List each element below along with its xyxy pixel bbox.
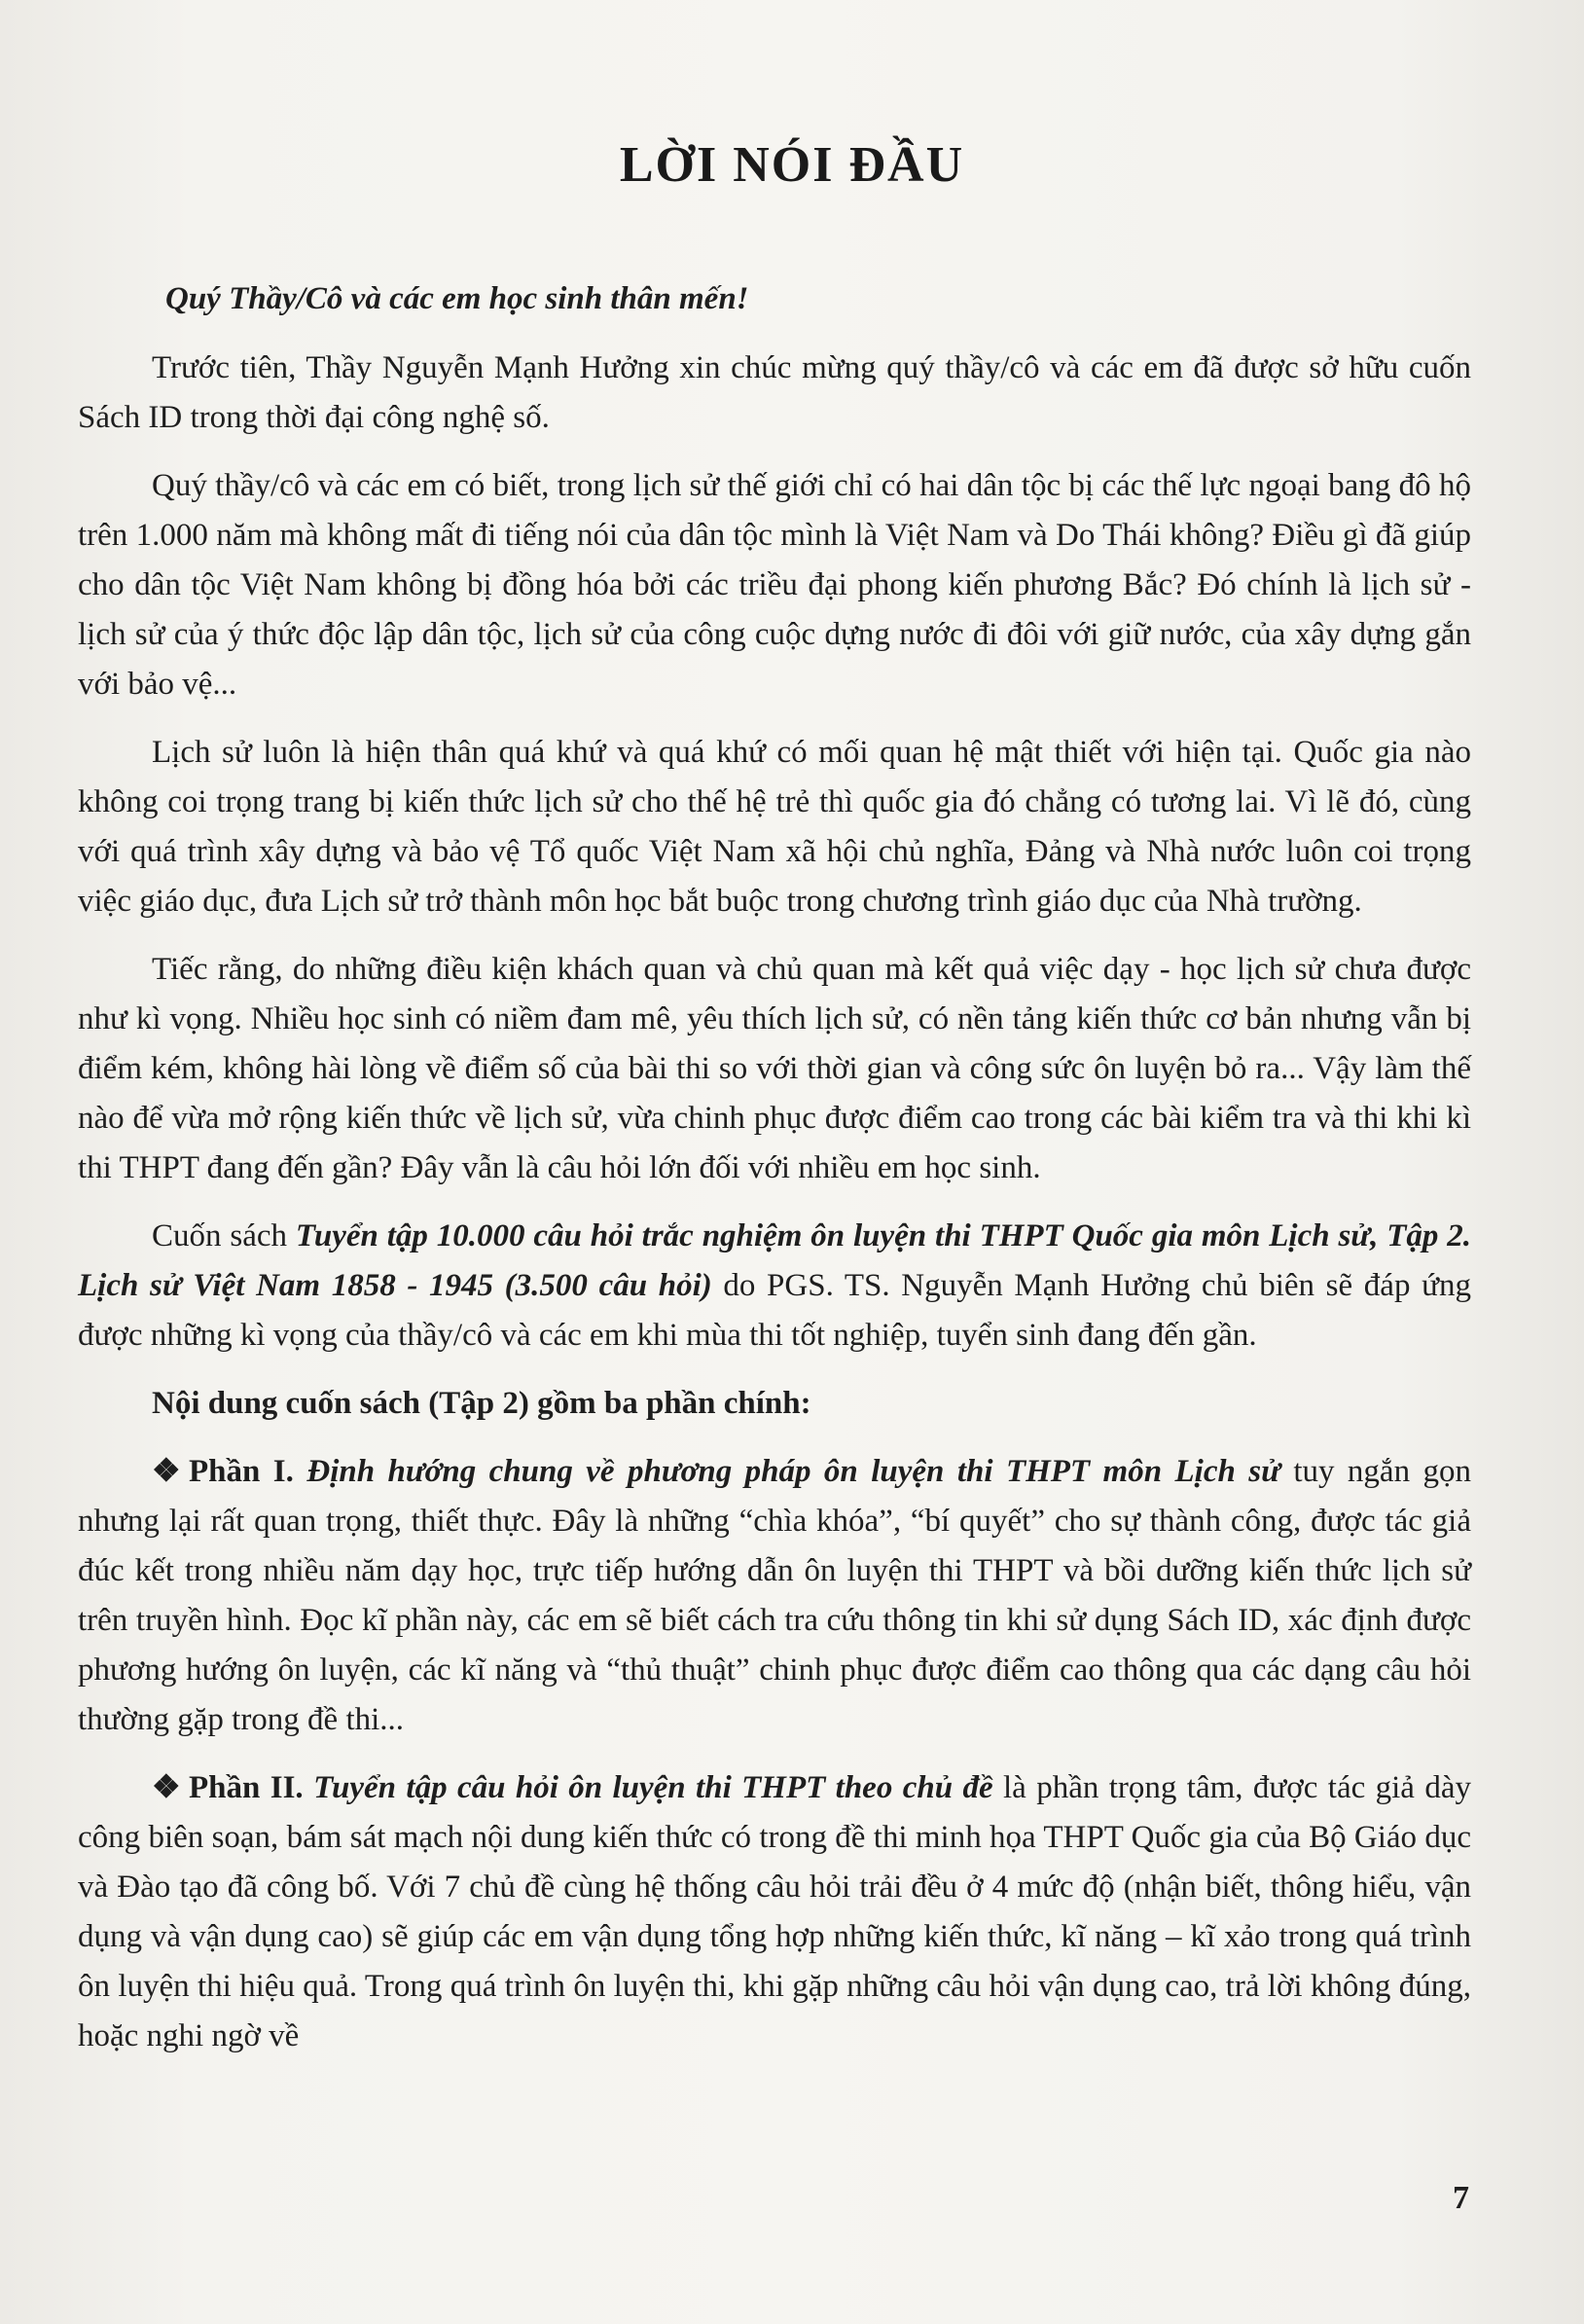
greeting: Quý Thầy/Cô và các em học sinh thân mến! <box>165 281 749 316</box>
part-2-text: là phần trọng tâm, được tác giả dày công biên soạn, bám sát mạch nội dung kiến thức có trong đề thi minh họa THPT Quốc gia của Bộ Giáo dục và Đào tạo đã công bố. Với 7 chủ đề cùng hệ thống câu hỏi trải đều ở 4 mức độ (nhận biết, thông hiểu, vận dụng và vận dụng cao) sẽ giúp các em vận dụng tổng hợp những kiến thức, kĩ năng – kĩ xảo trong quá trình ôn luyện thi hiệu quả. Trong quá trình ôn luyện thi, khi gặp những câu hỏi vận dụng cao, trả lời không đúng, hoặc nghi ngờ về <box>78 1770 1471 2053</box>
paragraph-book <box>78 1212 1471 1361</box>
page-number: 7 <box>1453 2180 1469 2216</box>
part-2 <box>78 1763 1471 2061</box>
page-title: LỜI NÓI ĐẦU <box>619 137 965 193</box>
paragraph-intro: Trước tiên, Thầy Nguyễn Mạnh Hưởng xin chúc mừng quý thầy/cô và các em đã được sở hữu cuốn Sách ID trong thời đại công nghệ số. <box>78 350 1471 435</box>
part-2-title: Tuyển tập câu hỏi ôn luyện thi THPT theo chủ đề <box>313 1770 993 1805</box>
part-2-label: Phần II. <box>189 1770 304 1805</box>
bullet-diamond-icon: ❖ <box>152 1454 181 1489</box>
paragraph-history-importance: Lịch sử luôn là hiện thân quá khứ và quá khứ có mối quan hệ mật thiết với hiện tại. Quốc gia nào không coi trọng trang bị kiến thức lịch sử cho thế hệ trẻ thì quốc gia đó chẳng có tương lai. Vì lẽ đó, cùng với quá trình xây dựng và bảo vệ Tổ quốc Việt Nam xã hội chủ nghĩa, Đảng và Nhà nước luôn coi trọng việc giáo dục, đưa Lịch sử trở thành môn học bắt buộc trong chương trình giáo dục của Nhà trường. <box>78 735 1471 919</box>
part-1 <box>78 1447 1471 1745</box>
part-1-label: Phần I. <box>189 1454 294 1489</box>
page-body <box>78 274 1471 2080</box>
paragraph-expectations: Tiếc rằng, do những điều kiện khách quan và chủ quan mà kết quả việc dạy - học lịch sử chưa được như kì vọng. Nhiều học sinh có niềm đam mê, yêu thích lịch sử, có nền tảng kiến thức cơ bản nhưng vẫn bị điểm kém, không hài lòng về điểm số của bài thi so với thời gian và công sức ôn luyện bỏ ra... Vậy làm thế nào để vừa mở rộng kiến thức về lịch sử, vừa chinh phục được điểm cao trong các bài kiểm tra và thi khi kì thi THPT đang đến gần? Đây vẫn là câu hỏi lớn đối với nhiều em học sinh. <box>78 952 1471 1185</box>
part-1-title: Định hướng chung về phương pháp ôn luyện thi THPT môn Lịch sử <box>306 1454 1280 1489</box>
contents-heading: Nội dung cuốn sách (Tập 2) gồm ba phần chính: <box>152 1386 811 1421</box>
part-1-text: tuy ngắn gọn nhưng lại rất quan trọng, thiết thực. Đây là những “chìa khóa”, “bí quyết” cho sự thành công, được tác giả đúc kết trong nhiều năm dạy học, trực tiếp hướng dẫn ôn luyện thi THPT và bồi dưỡng kiến thức lịch sử trên truyền hình. Đọc kĩ phần này, các em sẽ biết cách tra cứu thông tin khi sử dụng Sách ID, xác định được phương hướng ôn luyện, các kĩ năng và “thủ thuật” chinh phục được điểm cao thông qua các dạng câu hỏi thường gặp trong đề thi... <box>78 1454 1472 1737</box>
book-title: Tuyển tập 10.000 câu hỏi trắc nghiệm ôn luyện thi THPT Quốc gia môn Lịch sử, Tập 2. Lịch sử Việt Nam 1858 - 1945 (3.500 câu hỏi) <box>78 1218 1471 1303</box>
bullet-diamond-icon: ❖ <box>152 1770 181 1805</box>
book-para-prefix: Cuốn sách <box>152 1218 296 1253</box>
paragraph-history-question: Quý thầy/cô và các em có biết, trong lịch sử thế giới chỉ có hai dân tộc bị các thế lực ngoại bang đô hộ trên 1.000 năm mà không mất đi tiếng nói của dân tộc mình là Việt Nam và Do Thái không? Điều gì đã giúp cho dân tộc Việt Nam không bị đồng hóa bởi các triều đại phong kiến phương Bắc? Đó chính là lịch sử - lịch sử của ý thức độc lập dân tộc, lịch sử của công cuộc dựng nước đi đôi với giữ nước, của xây dựng gắn với bảo vệ... <box>78 468 1471 702</box>
book-para-suffix: do PGS. TS. Nguyễn Mạnh Hưởng chủ biên sẽ đáp ứng được những kì vọng của thầy/cô và các em khi mùa thi tốt nghiệp, tuyển sinh đang đến gần. <box>78 1268 1471 1353</box>
